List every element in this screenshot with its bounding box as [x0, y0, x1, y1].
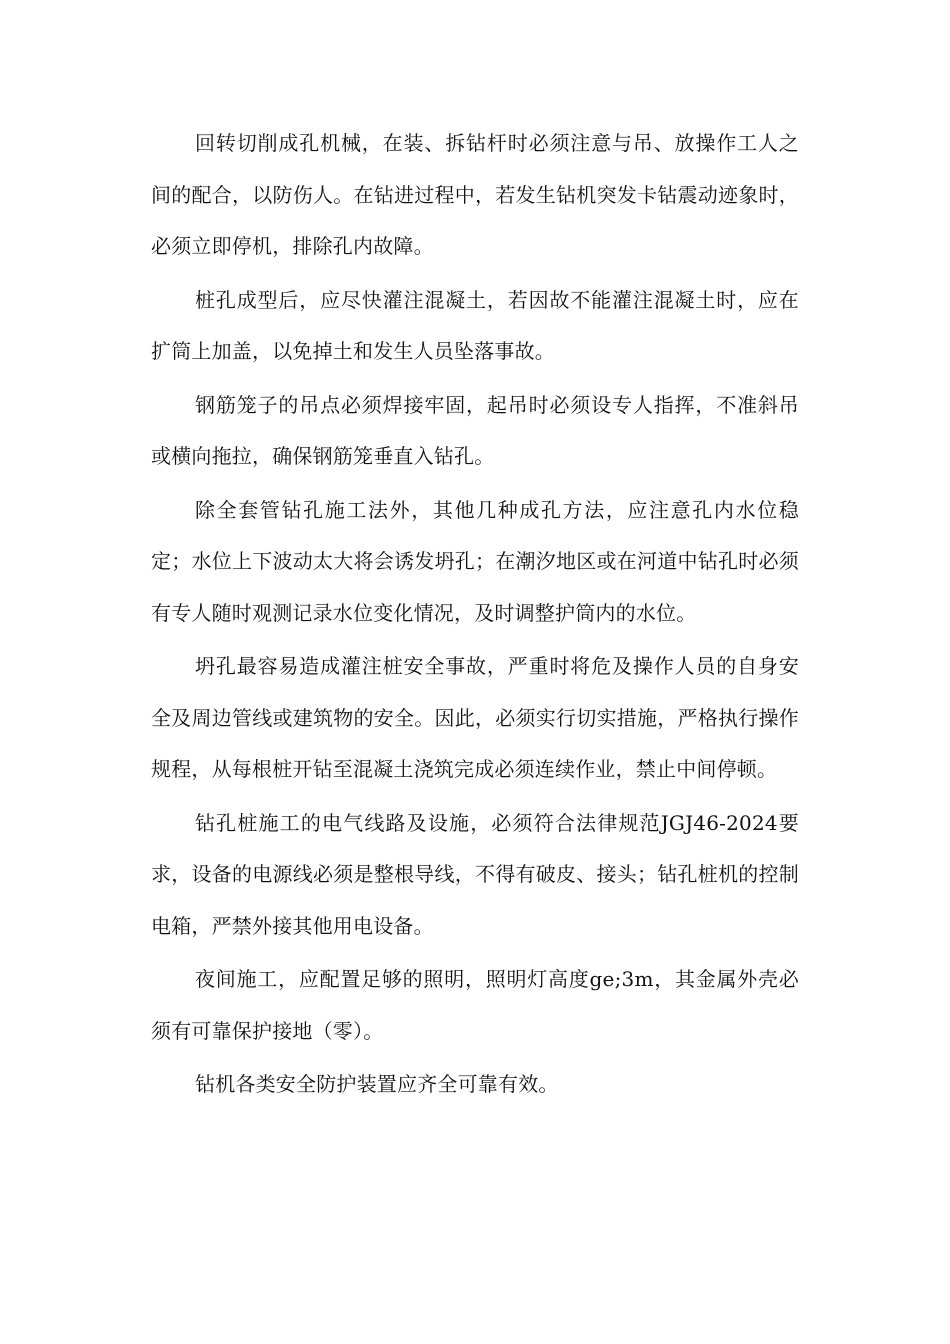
document-body: [151, 118, 799, 1113]
paragraph-water-level: 除全套管钻孔施工法外，其他几种成孔方法，应注意孔内水位稳定；水位上下波动太大将会诱发坍孔；在潮汐地区或在河道中钻孔时必须有专人随时观测记录水位变化情况，及时调整护筒内的水位。: [151, 497, 799, 625]
paragraph-electrical-lines: 钻孔桩施工的电气线路及设施，必须符合法律规范JGJ46-2024要求，设备的电源线必须是整根导线，不得有破皮、接头；钻孔桩机的控制电箱，严禁外接其他用电设备。: [151, 810, 799, 938]
paragraph-rebar-cage-lifting: 钢筋笼子的吊点必须焊接牢固，起吊时必须设专人指挥，不准斜吊或横向拖拉，确保钢筋笼垂直入钻孔。: [151, 392, 799, 468]
paragraph-rotary-drilling: 回转切削成孔机械，在装、拆钻杆时必须注意与吊、放操作工人之间的配合，以防伤人。在钻进过程中，若发生钻机突发卡钻震动迹象时，必须立即停机，排除孔内故障。: [151, 131, 799, 258]
paragraph-pile-hole-forming: 桩孔成型后，应尽快灌注混凝土，若因故不能灌注混凝土时，应在扩筒上加盖，以免掉土和发生人员坠落事故。: [151, 287, 799, 363]
paragraph-hole-collapse: 坍孔最容易造成灌注桩安全事故，严重时将危及操作人员的自身安全及周边管线或建筑物的安全。因此，必须实行切实措施，严格执行操作规程，从每根桩开钻至混凝土浇筑完成必须连续作业，禁止中间停顿。: [151, 654, 799, 781]
paragraph-safety-devices: 钻机各类安全防护装置应齐全可靠有效。: [195, 1072, 559, 1096]
paragraph-night-lighting: 夜间施工，应配置足够的照明，照明灯高度ge;3m，其金属外壳必须有可靠保护接地（零）。: [151, 967, 799, 1043]
